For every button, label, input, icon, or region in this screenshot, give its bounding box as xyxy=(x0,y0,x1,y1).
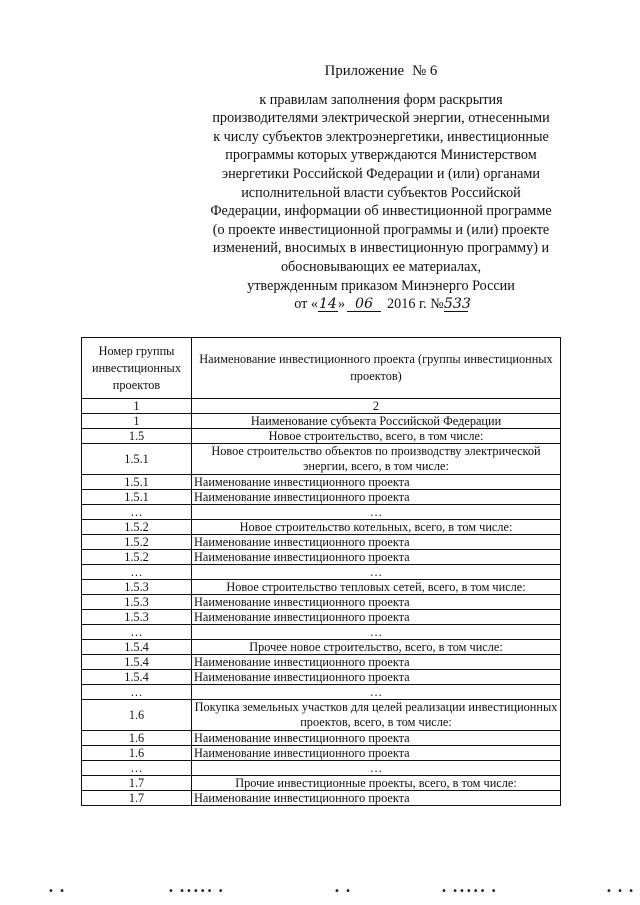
project-group-number: … xyxy=(82,761,192,776)
col1-header: Номер группы инвестиционных проектов xyxy=(82,338,192,399)
table-row xyxy=(82,761,561,776)
project-group-number: 1.5.2 xyxy=(82,550,192,565)
project-name: Наименование инвестиционного проекта xyxy=(192,550,561,565)
table-row xyxy=(82,580,561,595)
project-name: Наименование инвестиционного проекта xyxy=(192,490,561,505)
date-quote-close: » xyxy=(337,296,346,313)
project-group-number: … xyxy=(82,505,192,520)
project-name: Наименование инвестиционного проекта xyxy=(192,746,561,761)
project-name: … xyxy=(192,761,561,776)
scan-artifact: • • xyxy=(48,886,66,897)
table-row xyxy=(82,746,561,761)
table-row xyxy=(82,685,561,700)
appendix-description-line: к числу субъектов электроэнергетики, инвестиционные xyxy=(213,128,549,145)
column-number-row xyxy=(82,399,561,414)
project-name: … xyxy=(192,685,561,700)
appendix-description-line: обосновывающих ее материалах, xyxy=(280,258,482,275)
table-row xyxy=(82,700,561,731)
project-group-number: … xyxy=(82,625,192,640)
table-row xyxy=(82,595,561,610)
col2-header: Наименование инвестиционного проекта (группы инвестиционных проектов) xyxy=(192,338,561,399)
project-group-number: 1.5.1 xyxy=(82,475,192,490)
appendix-number: № 6 xyxy=(412,63,438,79)
scan-artifact: • • xyxy=(334,886,352,897)
project-group-number: 1.7 xyxy=(82,776,192,791)
project-name: Наименование инвестиционного проекта xyxy=(192,610,561,625)
table-row xyxy=(82,565,561,580)
project-name: Наименование инвестиционного проекта xyxy=(192,670,561,685)
project-name: Наименование инвестиционного проекта xyxy=(192,595,561,610)
order-date-line xyxy=(186,295,576,314)
project-name: … xyxy=(192,505,561,520)
appendix-description-line: производителями электрической энергии, отнесенными xyxy=(212,110,550,127)
appendix-title-word: Приложение xyxy=(324,63,405,79)
col1-number: 1 xyxy=(82,399,192,414)
appendix-description-line: программы которых утверждаются Министерством xyxy=(225,147,537,164)
project-group-number: 1.5.4 xyxy=(82,640,192,655)
appendix-description xyxy=(186,91,576,296)
table-row xyxy=(82,625,561,640)
project-name: Наименование инвестиционного проекта xyxy=(192,731,561,746)
project-group-number: 1.5.1 xyxy=(82,444,192,475)
project-name: Покупка земельных участков для целей реализации инвестиционных проектов, всего, в том числе: xyxy=(192,700,561,731)
table-row xyxy=(82,791,561,806)
table-header-row xyxy=(82,338,561,399)
project-group-number: 1.5.2 xyxy=(82,520,192,535)
date-month-handwritten: 06 xyxy=(347,297,381,312)
table-row xyxy=(82,655,561,670)
project-group-number: 1.5.2 xyxy=(82,535,192,550)
order-number-handwritten: 533 xyxy=(443,296,471,313)
col2-number: 2 xyxy=(192,399,561,414)
project-name: Прочее новое строительство, всего, в том числе: xyxy=(192,640,561,655)
date-prefix: от « xyxy=(294,296,318,313)
table-row xyxy=(82,444,561,475)
project-name: Новое строительство объектов по производству электрической энергии, всего, в том числе: xyxy=(192,444,561,475)
project-name: Наименование инвестиционного проекта xyxy=(192,791,561,806)
table-row xyxy=(82,490,561,505)
date-day-handwritten: 14 xyxy=(318,296,337,313)
appendix-description-line: утвержденным приказом Минэнерго России xyxy=(247,277,515,294)
table-row xyxy=(82,535,561,550)
appendix-description-line: к правилам заполнения форм раскрытия xyxy=(259,91,503,108)
project-group-number: 1.7 xyxy=(82,791,192,806)
scan-artifact: • ••••• • xyxy=(168,886,225,897)
project-name: Наименование инвестиционного проекта xyxy=(192,535,561,550)
project-group-number: 1.5.4 xyxy=(82,670,192,685)
project-group-number: 1.6 xyxy=(82,746,192,761)
project-name: Новое строительство, всего, в том числе: xyxy=(192,429,561,444)
project-name: Наименование инвестиционного проекта xyxy=(192,655,561,670)
appendix-header xyxy=(186,62,576,314)
project-name: … xyxy=(192,625,561,640)
table-row xyxy=(82,640,561,655)
project-group-number: 1.6 xyxy=(82,731,192,746)
appendix-title xyxy=(186,62,576,81)
table-row xyxy=(82,610,561,625)
date-year-label: 2016 г. № xyxy=(387,296,444,313)
scan-artifact: • ••••• • xyxy=(441,886,498,897)
table-row xyxy=(82,475,561,490)
appendix-description-line: Федерации, информации об инвестиционной программе xyxy=(210,203,552,220)
project-name: Новое строительство котельных, всего, в том числе: xyxy=(192,520,561,535)
appendix-description-line: энергетики Российской Федерации и (или) органами xyxy=(221,165,540,182)
project-group-number: 1.5.3 xyxy=(82,580,192,595)
project-group-number: 1.5 xyxy=(82,429,192,444)
project-group-number: 1.5.3 xyxy=(82,610,192,625)
scan-artifact: • • • xyxy=(606,886,636,897)
project-group-number: 1 xyxy=(82,414,192,429)
table-row xyxy=(82,776,561,791)
investment-projects-table xyxy=(81,337,561,806)
appendix-description-line: изменений, вносимых в инвестиционную программу) и xyxy=(212,240,550,257)
table-row xyxy=(82,429,561,444)
table-row xyxy=(82,505,561,520)
appendix-description-line: исполнительной власти субъектов Российской xyxy=(241,184,521,201)
table-row xyxy=(82,414,561,429)
project-name: Новое строительство тепловых сетей, всего, в том числе: xyxy=(192,580,561,595)
project-group-number: … xyxy=(82,685,192,700)
table-row xyxy=(82,731,561,746)
table-row xyxy=(82,520,561,535)
table-row xyxy=(82,670,561,685)
project-name: Наименование инвестиционного проекта xyxy=(192,475,561,490)
project-group-number: 1.6 xyxy=(82,700,192,731)
project-group-number: 1.5.3 xyxy=(82,595,192,610)
project-group-number: 1.5.1 xyxy=(82,490,192,505)
project-group-number: 1.5.4 xyxy=(82,655,192,670)
project-group-number: … xyxy=(82,565,192,580)
project-name: … xyxy=(192,565,561,580)
project-name: Наименование субъекта Российской Федерации xyxy=(192,414,561,429)
table-row xyxy=(82,550,561,565)
appendix-description-line: (о проекте инвестиционной программы и (или) проекте xyxy=(212,221,550,238)
project-name: Прочие инвестиционные проекты, всего, в том числе: xyxy=(192,776,561,791)
